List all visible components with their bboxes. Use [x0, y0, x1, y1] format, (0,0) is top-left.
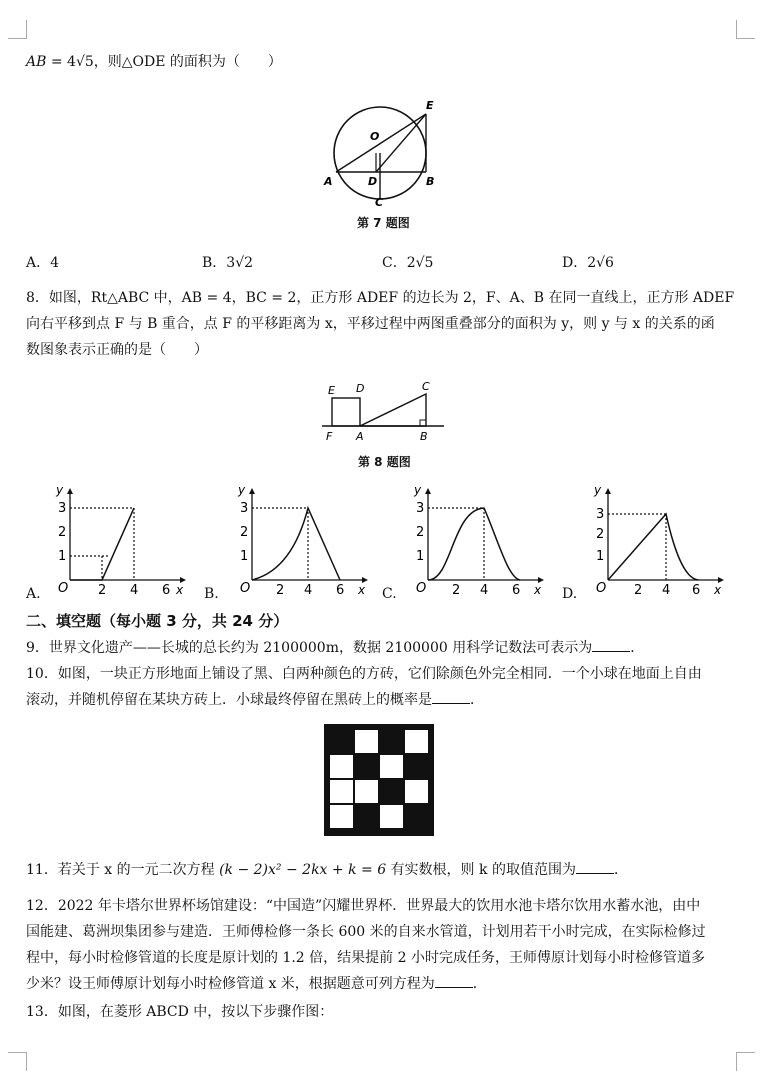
q8-label-f: F [326, 430, 333, 443]
q8-line-2: 向右平移到点 F 与 B 重合，点 F 的平移距离为 x，平移过程中两图重叠部分的面积为 y，则 y 与 x 的关系的函 [26, 316, 715, 332]
q7-label-e: E [426, 99, 434, 112]
tile-grid-figure [324, 724, 434, 836]
q8-line-1: 8．如图，Rt△ABC 中，AB = 4，BC = 2，正方形 ADEF 的边长为 2，F、A、B 在同一直线上，正方形 ADEF [26, 290, 735, 306]
crop-mark-top-left [8, 20, 27, 39]
svg-text:O: O [596, 581, 607, 596]
svg-text:4: 4 [130, 583, 139, 598]
black-tile [405, 805, 428, 828]
q7-stem-tail: ，则△ODE 的面积为（ ） [93, 54, 282, 70]
white-tile [355, 730, 378, 753]
white-tile [330, 805, 353, 828]
svg-text:3: 3 [596, 507, 605, 522]
svg-text:2: 2 [240, 525, 249, 540]
black-tile [380, 780, 403, 803]
q7-fig-caption: 第 7 题图 [357, 216, 410, 230]
svg-text:2: 2 [452, 583, 461, 598]
q9-text: 9．世界文化遗产——长城的总长约为 2100000m，数据 2100000 用科学记数法可表示为 ． [26, 640, 645, 656]
q12-line-1: 12．2022 年卡塔尔世界杯场馆建设：“中国造”闪耀世界杯．世界最大的饮用水池卡塔尔饮用水蓄水池，由中 [26, 898, 701, 914]
svg-text:x: x [176, 583, 184, 597]
q12-line-2: 国能建、葛洲坝集团参与建造．王师傅检修一条长 600 米的自来水管道，计划用若干小时完成，在实际检修过 [26, 924, 706, 940]
graph-option-d [588, 480, 728, 598]
q8-figure [318, 378, 448, 448]
white-tile [355, 780, 378, 803]
graph-option-b-label: B. [204, 586, 219, 602]
q10-line-2: 滚动，并随机停留在某块方砖上．小球最终停留在黑砖上的概率是 ． [26, 692, 484, 708]
svg-text:1: 1 [58, 549, 67, 564]
svg-text:4: 4 [480, 583, 489, 598]
q7-label-d: D [368, 175, 378, 188]
q12-line-4: 少米？设王师傅原计划每小时检修管道 x 米，根据题意可列方程为 ． [26, 976, 487, 992]
q8-fig-caption: 第 8 题图 [358, 455, 411, 469]
q7-label-c: C [375, 196, 384, 209]
svg-text:x: x [714, 583, 722, 597]
graph-option-b [232, 480, 372, 598]
svg-text:2: 2 [634, 583, 643, 598]
white-tile [380, 755, 403, 778]
crop-mark-bottom-right [736, 1052, 755, 1071]
svg-text:2: 2 [98, 583, 107, 598]
crop-mark-bottom-left [8, 1052, 27, 1071]
white-tile [405, 780, 428, 803]
black-tile [405, 755, 428, 778]
q7-option-b: B．3√2 [202, 255, 254, 271]
graph-option-c [408, 480, 548, 598]
q7-label-o: O [370, 130, 380, 143]
q7-option-c: C．2√5 [382, 255, 434, 271]
svg-text:2: 2 [416, 525, 425, 540]
svg-text:y: y [594, 483, 602, 497]
svg-text:2: 2 [276, 583, 285, 598]
svg-text:3: 3 [58, 501, 67, 516]
q7-figure [320, 95, 440, 210]
svg-text:6: 6 [512, 583, 521, 598]
crop-mark-top-right [736, 20, 755, 39]
q7-option-d: D．2√6 [562, 255, 614, 271]
q7-label-b: B [426, 175, 435, 188]
white-tile [380, 805, 403, 828]
black-tile [355, 755, 378, 778]
svg-text:4: 4 [662, 583, 671, 598]
white-tile [330, 755, 353, 778]
q11-equation: (k − 2)x² − 2kx + k = 6 [219, 862, 387, 878]
q11-text: 11．若关于 x 的一元二次方程 (k − 2)x² − 2kx + k = 6 有实数根，则 k 的取值范围为 ． [26, 862, 628, 878]
svg-text:1: 1 [240, 549, 249, 564]
q8-label-b: B [420, 430, 428, 443]
q8-label-c: C [422, 380, 430, 393]
section-title: 二、填空题（每小题 3 分，共 24 分） [26, 612, 289, 630]
black-tile [355, 805, 378, 828]
q7-stem: AB = 4√5，则△ODE 的面积为（ ） [26, 54, 282, 70]
q8-line-3: 数图象表示正确的是（ ） [26, 342, 208, 358]
q8-label-a: A [356, 430, 364, 443]
svg-text:6: 6 [162, 583, 171, 598]
svg-text:6: 6 [336, 583, 345, 598]
svg-text:1: 1 [596, 549, 605, 564]
q7-label-a: A [324, 175, 333, 188]
svg-text:O: O [240, 581, 251, 596]
q8-label-d: D [356, 382, 365, 395]
q8-label-e: E [328, 384, 335, 397]
svg-text:y: y [238, 483, 246, 497]
graph-option-a-label: A. [26, 586, 41, 602]
graph-option-d-label: D. [562, 586, 578, 602]
graph-option-c-label: C. [382, 586, 397, 602]
svg-text:1: 1 [416, 549, 425, 564]
q13-text: 13．如图，在菱形 ABCD 中，按以下步骤作图： [26, 1004, 334, 1020]
black-tile [380, 730, 403, 753]
svg-text:y: y [56, 483, 64, 497]
graph-option-a [50, 480, 190, 598]
svg-text:O: O [416, 581, 427, 596]
white-tile [330, 780, 353, 803]
svg-text:3: 3 [240, 501, 249, 516]
svg-text:x: x [358, 583, 366, 597]
white-tile [405, 730, 428, 753]
svg-text:2: 2 [596, 527, 605, 542]
svg-text:O: O [58, 581, 69, 596]
svg-text:y: y [414, 483, 422, 497]
svg-text:4: 4 [304, 583, 313, 598]
svg-text:6: 6 [692, 583, 701, 598]
svg-text:3: 3 [416, 501, 425, 516]
q10-line-1: 10．如图，一块正方形地面上铺设了黑、白两种颜色的方砖，它们除颜色外完全相同．一个小球在地面上自由 [26, 666, 702, 682]
black-tile [330, 730, 353, 753]
q12-line-3: 程中，每小时检修管道的长度是原计划的 1.2 倍，结果提前 2 小时完成任务，王师傅原计划每小时检修管道多 [26, 950, 705, 966]
svg-text:x: x [534, 583, 542, 597]
svg-text:2: 2 [58, 525, 67, 540]
q7-option-a: A．4 [26, 255, 60, 271]
